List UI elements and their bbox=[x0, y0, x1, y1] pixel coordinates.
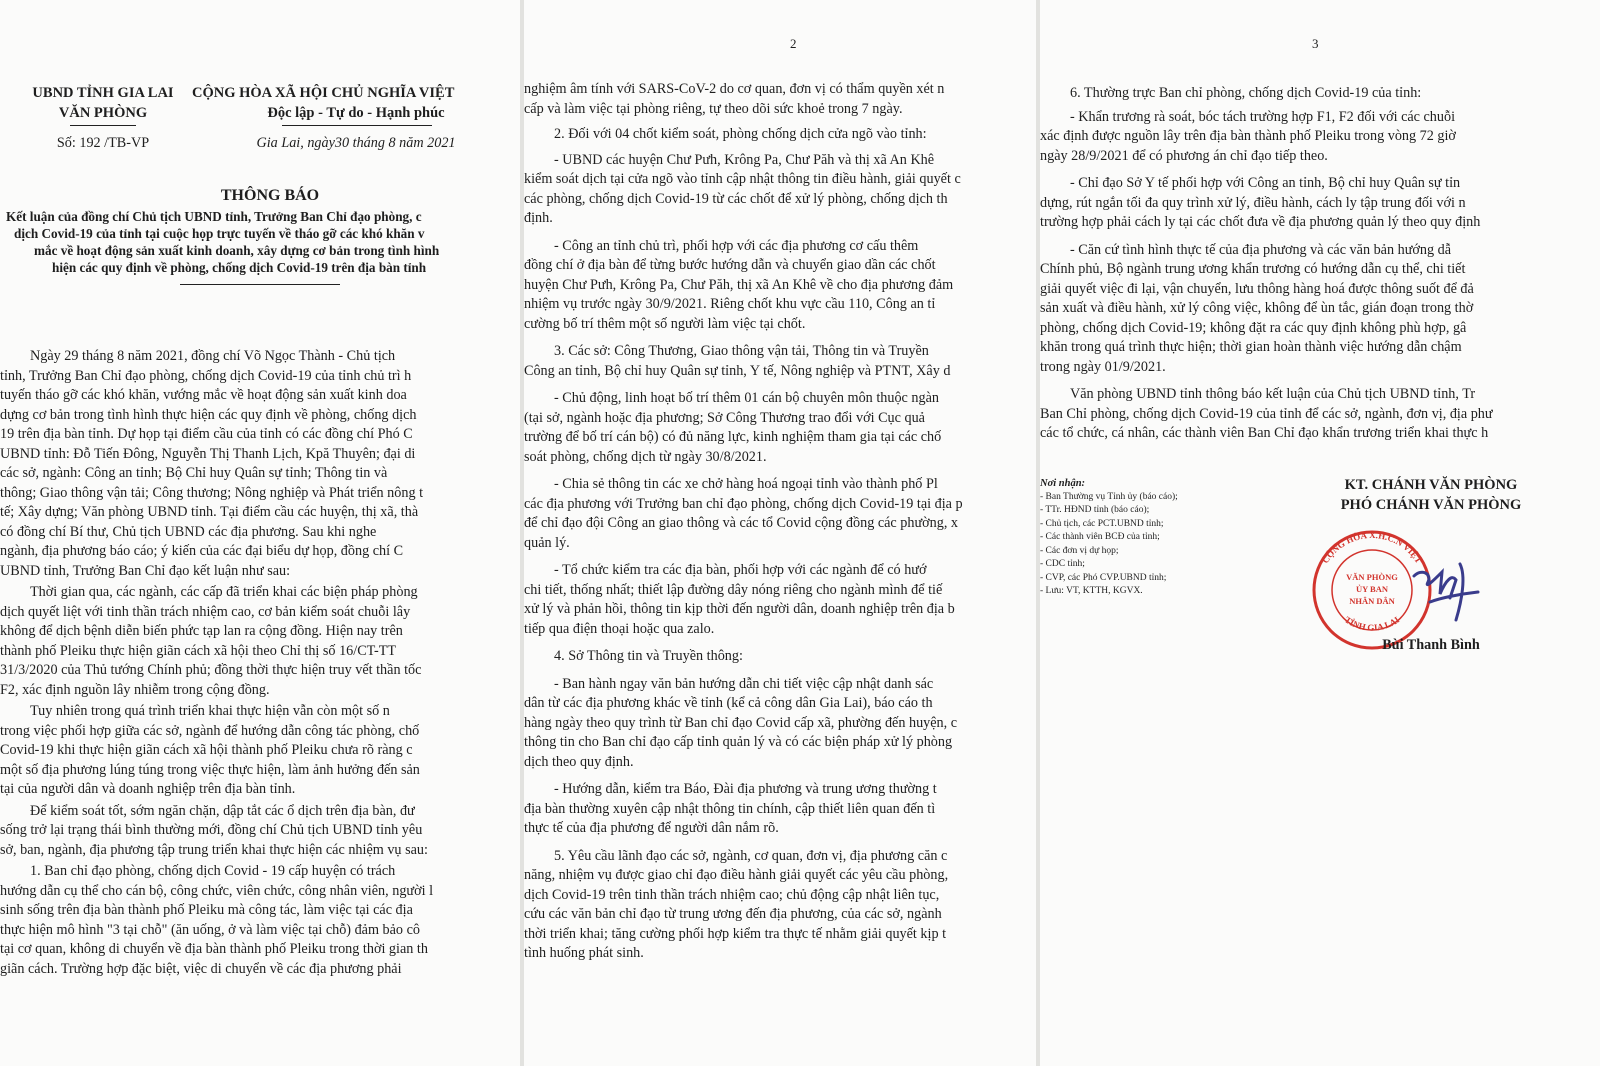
body-line: các sở, ngành: Công an tỉnh; Bộ Chỉ huy Quân sự tỉnh; Thông tin và bbox=[0, 465, 388, 481]
body-line: 1. Ban chỉ đạo phòng, chống dịch Covid - 19 cấp huyện có trách bbox=[30, 863, 396, 879]
body-line: dịch Covid-19 trên tinh thần trách nhiệm cao; chủ động cập nhật liên tục, bbox=[524, 886, 940, 903]
body-line: - Công an tỉnh chủ trì, phối hợp với các địa phương cơ cấu thêm bbox=[554, 237, 919, 254]
subtitle-line: mắc về hoạt động sản xuất kinh doanh, xây dựng cơ bản trong tình hình bbox=[34, 243, 440, 258]
recipient-item: - CDC tỉnh; bbox=[1040, 559, 1085, 569]
recipient-item: - CVP, các Phó CVP.UBND tỉnh; bbox=[1040, 572, 1167, 583]
body-line: đồng chí ở địa bàn để từng bước hướng dẫn và chuyển giao dần các chốt bbox=[524, 257, 936, 273]
header-rule-right bbox=[282, 125, 432, 126]
body-line: - UBND các huyện Chư Pưh, Krông Pa, Chư Păh và thị xã An Khê bbox=[554, 151, 935, 168]
body-line: cấp và làm việc tại phòng riêng, tự theo dõi sức khoẻ trong 7 ngày. bbox=[524, 100, 903, 117]
body-line: - Ban hành ngay văn bản hướng dẫn chi tiết việc cập nhật danh sác bbox=[554, 675, 934, 692]
body-line: xử lý và phản hồi, thông tin kịp thời đến người dân, doanh nghiệp trên địa b bbox=[524, 601, 955, 617]
body-line: thông tin cho Ban chỉ đạo cấp tỉnh quản lý và có các biện pháp xử lý phòng bbox=[524, 734, 953, 750]
body-line: tế; Xây dựng; Văn phòng UBND tỉnh. Tại điểm cầu các huyện, thị xã, thà bbox=[0, 504, 419, 520]
document-date: Gia Lai, ngày30 tháng 8 năm 2021 bbox=[256, 135, 456, 151]
body-line: tỉnh, Trưởng Ban Chỉ đạo phòng, chống dịch Covid-19 của tỉnh chủ trì h bbox=[0, 367, 412, 384]
seal-bottom-text: TỈNH GIA LAI bbox=[1342, 614, 1402, 633]
body-line: dịch quyết liệt với tinh thần trách nhiệm cao, cơ bản kiểm soát chuỗi lây bbox=[0, 603, 411, 620]
body-line: tại của người dân và doanh nghiệp trên địa bàn tỉnh. bbox=[0, 781, 296, 797]
body-line: cường bố trí thêm một số người làm việc tại chốt. bbox=[524, 315, 806, 332]
body-line: 5. Yêu cầu lãnh đạo các sở, ngành, cơ quan, đơn vị, địa phương căn c bbox=[554, 847, 948, 864]
body-line: UBND tỉnh: Đỗ Tiến Đông, Nguyễn Thị Thanh Lịch, Kpă Thuyên; đại di bbox=[0, 445, 416, 462]
body-line: trường để bố trí cán bộ) có đủ năng lực, kinh nghiệm tham gia tại các chố bbox=[524, 429, 942, 445]
body-line: các phòng, chống dịch Covid-19 từ các chốt để xử lý phòng, chống dịch th bbox=[524, 190, 948, 207]
body-line: sống trở lại trạng thái bình thường mới, đồng chí Chủ tịch UBND tỉnh yêu bbox=[0, 822, 423, 838]
body-line: - Căn cứ tình hình thực tế của địa phương và các văn bản hướng dẫ bbox=[1070, 241, 1452, 258]
subtitle-line: hiện các quy định về phòng, chống dịch Covid-19 trên địa bàn tỉnh bbox=[52, 260, 427, 275]
body-line: thời triển khai; tăng cường phối hợp kiểm tra thực tế nhằm giải quyết kịp t bbox=[524, 925, 947, 942]
body-line: sản xuất và điều hành, xử lý công việc, không để ùn tắc, gián đoạn trong thờ bbox=[1040, 300, 1474, 316]
body-line: phòng, chống dịch Covid-19; không đặt ra các quy định không phù hợp, gâ bbox=[1040, 319, 1467, 336]
body-line: nhiệm vụ trước ngày 30/9/2021. Riêng chốt khu vực cầu 110, Công an tỉ bbox=[524, 296, 936, 312]
official-seal-icon bbox=[1310, 528, 1510, 652]
header-rule-left bbox=[70, 125, 136, 126]
body-line: - Chủ động, linh hoạt bố trí thêm 01 cán bộ chuyên môn thuộc ngàn bbox=[554, 390, 939, 406]
body-line: kiểm soát dịch tại cửa ngõ vào tỉnh cập nhật thông tin điều hành, giải quyết c bbox=[524, 171, 961, 187]
body-line: huyện Chư Pưh, Krông Pa, Chư Păh, thị xã An Khê về cho địa phương đảm bbox=[524, 276, 954, 293]
body-line: quản lý. bbox=[524, 534, 570, 551]
body-line: 19 trên địa bàn tỉnh. Dự họp tại điểm cầu của tỉnh có các đồng chí Phó C bbox=[0, 426, 413, 442]
seal-center-line: ỦY BAN bbox=[1355, 584, 1389, 594]
body-line: dựng, rút ngắn tối đa quy trình xử lý, điều hành, cách ly tập trung đối với n bbox=[1040, 194, 1466, 211]
signer-title-1: KT. CHÁNH VĂN PHÒNG bbox=[1344, 477, 1518, 493]
recipients-block bbox=[1040, 477, 1178, 599]
body-line: dân từ các địa phương khác về tỉnh (kể cả công dân Gia Lai), báo cáo th bbox=[524, 695, 933, 711]
page3-body bbox=[1040, 84, 1493, 444]
body-line: 3. Các sở: Công Thương, Giao thông vận tải, Thông tin và Truyền bbox=[554, 343, 929, 359]
body-line: có đồng chí Bí thư, Chủ tịch UBND các địa phương. Sau khi nghe bbox=[0, 523, 377, 540]
body-line: hàng ngày theo quy trình từ Ban chỉ đạo Covid cấp xã, phường đến huyện, c bbox=[524, 714, 958, 731]
signer-name: Bùi Thanh Bình bbox=[1382, 637, 1480, 653]
body-line: Công an tỉnh, Bộ chỉ huy Quân sự tỉnh, Y tế, Nông nghiệp và PTNT, Xây d bbox=[524, 362, 951, 379]
body-line: Ban Chỉ phòng, chống dịch Covid-19 của tỉnh để các sở, ngành, đơn vị, địa phư bbox=[1040, 405, 1493, 422]
body-line: sở, ban, ngành, địa phương tập trung triển khai thực hiện các nhiệm vụ sau: bbox=[0, 841, 428, 858]
body-line: - Chia sẻ thông tin các xe chở hàng hoá ngoại tỉnh vào thành phố Pl bbox=[554, 476, 938, 492]
body-line: - Tổ chức kiểm tra các địa bàn, phối hợp với các ngành để có hướ bbox=[554, 562, 927, 578]
national-title: CỘNG HÒA XÃ HỘI CHỦ NGHĨA VIỆT bbox=[192, 85, 455, 101]
body-line: (tại sở, ngành hoặc địa phương; Sở Công Thương trao đổi với Cục quả bbox=[524, 409, 925, 426]
body-line: Covid-19 khi thực hiện giãn cách xã hội thành phố Pleiku chưa rõ ràng c bbox=[0, 742, 413, 758]
subtitle-line: dịch Covid-19 của tỉnh tại cuộc họp trực tuyến về tháo gỡ các khó khăn v bbox=[14, 226, 425, 241]
body-line: dịch theo quy định. bbox=[524, 753, 634, 770]
subtitle-rule bbox=[180, 284, 340, 285]
body-line: năng, nhiệm vụ được giao chỉ đạo điều hành giải quyết các yêu cầu phòng, bbox=[524, 867, 949, 883]
body-line: xác định được nguồn lây trên địa bàn thành phố Pleiku trong vòng 72 giờ bbox=[1040, 128, 1456, 144]
body-line: thông; Giao thông vận tải; Công thương; Nông nghiệp và Phát triển nông t bbox=[0, 484, 424, 501]
national-motto: Độc lập - Tự do - Hạnh phúc bbox=[267, 105, 445, 121]
body-line: - Khẩn trương rà soát, bóc tách trường hợp F1, F2 đối với các chuỗi bbox=[1070, 108, 1456, 125]
body-line: 2. Đối với 04 chốt kiểm soát, phòng chống dịch cửa ngõ vào tỉnh: bbox=[554, 126, 927, 142]
body-line: Thời gian qua, các ngành, các cấp đã triển khai các biện pháp phòng bbox=[30, 584, 418, 600]
body-line: hướng dẫn cụ thể cho cán bộ, công chức, viên chức, công nhân viên, người l bbox=[0, 882, 434, 899]
body-line: UBND tỉnh, Trưởng Ban Chỉ đạo kết luận như sau: bbox=[0, 562, 291, 579]
body-line: cứu các văn bản chỉ đạo từ trung ương đến địa phương, của các sở, ngành bbox=[524, 906, 942, 922]
seal-center-line: VĂN PHÒNG bbox=[1346, 572, 1398, 582]
body-line: ngày 28/9/2021 để có phương án chỉ đạo tiếp theo. bbox=[1040, 147, 1328, 164]
body-line: khăn trong quá trình thực hiện; thời gian hoàn thành việc hướng dẫn chậm bbox=[1040, 339, 1462, 355]
body-line: Tuy nhiên trong quá trình triển khai thực hiện vẫn còn một số n bbox=[30, 703, 390, 719]
body-line: giãn cách. Trường hợp đặc biệt, việc di chuyển về các địa phương phải bbox=[0, 960, 402, 977]
document-number: Số: 192 /TB-VP bbox=[56, 135, 150, 151]
body-line: tình huống phát sinh. bbox=[524, 945, 644, 961]
recipient-item: - Chủ tịch, các PCT.UBND tỉnh; bbox=[1040, 518, 1164, 529]
body-line: chi tiết, thống nhất; thiết lập đường dây nóng riêng cho ngành mình để tiế bbox=[524, 581, 943, 598]
body-line: trường hợp phải cách ly tại các chốt đưa về địa phương quản lý theo quy định bbox=[1040, 214, 1481, 230]
body-line: sinh sống trên địa bàn thành phố Pleiku mà công tác, làm việc tại các địa bbox=[0, 902, 413, 918]
body-line: địa bàn thường xuyên cập nhật thông tin chính, cập thiết liên quan đến tì bbox=[524, 800, 936, 817]
body-line: để chỉ đạo đội Công an giao thông và các tổ Covid cộng đồng các phường, x bbox=[524, 515, 959, 531]
svg-text:TỈNH GIA LAI bbox=[1343, 614, 1402, 632]
body-line: thành phố Pleiku thực hiện giãn cách xã hội theo Chỉ thị số 16/CT-TT bbox=[0, 642, 397, 659]
body-line: một số địa phương lúng túng trong việc thực hiện, làm ảnh hưởng đến sản bbox=[0, 761, 420, 778]
recipient-item: - TTr. HĐND tỉnh (báo cáo); bbox=[1040, 505, 1150, 515]
recipient-item: - Các đơn vị dự họp; bbox=[1040, 545, 1119, 556]
body-line: tiếp qua điện thoại hoặc qua zalo. bbox=[524, 620, 715, 637]
body-line: - Hướng dẫn, kiểm tra Báo, Đài địa phương và trung ương thường t bbox=[554, 781, 937, 797]
page-number: 2 bbox=[790, 36, 797, 51]
body-line: Văn phòng UBND tỉnh thông báo kết luận của Chủ tịch UBND tỉnh, Tr bbox=[1070, 386, 1476, 402]
page1-body bbox=[0, 347, 433, 979]
body-line: không để dịch bệnh diễn biến phức tạp lan ra cộng đồng. Hiện nay trên bbox=[0, 623, 403, 639]
recipient-item: - Các thành viên BCĐ của tỉnh; bbox=[1040, 532, 1160, 542]
seal-top-text: CỘNG HÒA X.H.C.N VIỆT bbox=[1320, 529, 1424, 566]
document-page-2 bbox=[524, 0, 1052, 1066]
body-line: Chính phủ, Bộ ngành trung ương khẩn trương có hướng dẫn cụ thể, chi tiết bbox=[1040, 261, 1466, 277]
body-line: nghiệm âm tính với SARS-CoV-2 do cơ quan, đơn vị có thẩm quyền xét n bbox=[524, 81, 945, 97]
body-line: Để kiểm soát tốt, sớm ngăn chặn, dập tắt các ổ dịch trên địa bàn, đư bbox=[30, 802, 415, 819]
document-page-3 bbox=[1040, 0, 1600, 1066]
body-line: trong ngày 01/9/2021. bbox=[1040, 358, 1166, 375]
body-line: 4. Sở Thông tin và Truyền thông: bbox=[554, 648, 743, 664]
seal-center-line: NHÂN DÂN bbox=[1349, 596, 1395, 606]
agency-name: UBND TỈNH GIA LAI bbox=[32, 85, 174, 101]
body-line: dựng cơ bản trong tình hình thực hiện các quy định về phòng, chống dịch bbox=[0, 406, 417, 423]
recipients-title: Nơi nhận: bbox=[1040, 478, 1086, 489]
recipient-item: - Lưu: VT, KTTH, KGVX. bbox=[1040, 586, 1143, 596]
body-line: các tổ chức, cá nhân, các thành viên Ban Chỉ đạo khẩn trương triển khai thực h bbox=[1040, 425, 1489, 441]
page-number: 3 bbox=[1312, 36, 1319, 51]
signature-icon bbox=[1414, 564, 1478, 620]
body-line: 6. Thường trực Ban chỉ phòng, chống dịch Covid-19 của tỉnh: bbox=[1070, 85, 1422, 101]
office-name: VĂN PHÒNG bbox=[58, 105, 148, 121]
body-line: trong việc phối hợp giữa các sở, ngành để hướng dẫn công tác phòng, chố bbox=[0, 722, 420, 739]
body-line: - Chỉ đạo Sở Y tế phối hợp với Công an tỉnh, Bộ chỉ huy Quân sự tỉn bbox=[1070, 175, 1461, 191]
body-line: soát phòng, chống dịch từ ngày 30/8/2021. bbox=[524, 448, 767, 465]
document-page-1 bbox=[0, 0, 524, 1066]
body-line: tại cơ quan, không di chuyển về địa bàn thành phố Pleiku trong thời gian th bbox=[0, 941, 428, 957]
body-line: các địa phương với Trưởng ban chỉ đạo phòng, chống dịch Covid-19 tại địa p bbox=[524, 495, 963, 512]
body-line: tuyến tháo gỡ các khó khăn, vướng mắc về hoạt động sản xuất kinh doa bbox=[0, 387, 407, 403]
body-line: 31/3/2020 của Thủ tướng Chính phủ; đồng thời thực hiện truy vết thần tốc bbox=[0, 662, 422, 678]
notice-subtitle bbox=[6, 208, 439, 276]
svg-text:CỘNG HÒA X.H.C.N VIỆT bbox=[1320, 530, 1424, 565]
recipient-item: - Ban Thường vụ Tỉnh ủy (báo cáo); bbox=[1040, 491, 1178, 502]
page2-body bbox=[524, 80, 963, 964]
body-line: thực hiện mô hình "3 tại chỗ" (ăn uống, ở và làm việc tại chỗ) đảm bảo cô bbox=[0, 921, 420, 938]
body-line: Ngày 29 tháng 8 năm 2021, đồng chí Võ Ngọc Thành - Chủ tịch bbox=[30, 348, 396, 364]
body-line: F2, xác định nguồn lây nhiễm trong cộng đồng. bbox=[0, 681, 270, 698]
body-line: thực tế của địa phương để người dân nắm rõ. bbox=[524, 820, 779, 836]
body-line: ngành, địa phương báo cáo; ý kiến của các đại biểu dự họp, đồng chí C bbox=[0, 543, 404, 559]
notice-title: THÔNG BÁO bbox=[220, 187, 320, 204]
subtitle-line: Kết luận của đồng chí Chủ tịch UBND tỉnh, Trưởng Ban Chỉ đạo phòng, c bbox=[6, 209, 422, 224]
signer-title-2: PHÓ CHÁNH VĂN PHÒNG bbox=[1340, 497, 1522, 513]
body-line: định. bbox=[524, 210, 553, 226]
body-line: giải quyết việc đi lại, vận chuyển, lưu thông hàng hoá được thông suốt để đả bbox=[1040, 280, 1474, 297]
